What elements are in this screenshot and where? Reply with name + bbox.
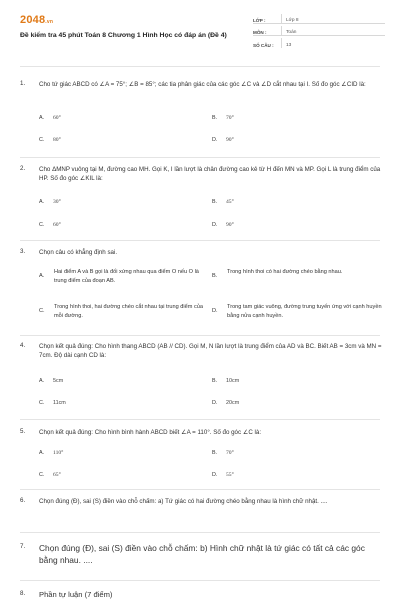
divider [20, 335, 380, 336]
option-b[interactable]: B. 70° [212, 115, 234, 121]
option-d[interactable]: D. 90° [212, 137, 234, 143]
option-a[interactable]: A. Hai điểm A và B gọi là đối xứng nhau qua điểm O nếu O là trung điểm của đoạn AB. [39, 269, 199, 284]
option-d[interactable]: D. Trong tam giác vuông, đường trung tuyến ứng với cạnh huyền bằng nửa cạnh huyền. [212, 304, 382, 319]
option-a[interactable]: A. 30° [39, 199, 61, 205]
divider [20, 66, 380, 67]
option-c[interactable]: C. 80° [39, 137, 61, 143]
question-number: 4. [20, 342, 26, 349]
divider [20, 157, 380, 158]
option-d[interactable]: D. 90° [212, 222, 234, 228]
question-text: Chọn kết quả đúng: Cho hình bình hành ABCD biết ∠A = 110°. Số đo góc ∠C là: [39, 429, 262, 436]
question-number: 7. [20, 543, 26, 550]
option-c[interactable]: C. 65° [39, 472, 61, 478]
page-title: Đề kiểm tra 45 phút Toán 8 Chương 1 Hình Học có đáp án (Đề 4) [20, 32, 227, 39]
question-5 [20, 428, 382, 488]
page-header [20, 14, 385, 56]
meta-row-class [253, 14, 385, 24]
option-c[interactable]: C. Trong hình thoi, hai đường chéo cắt nhau tại trung điểm của mỗi đường. [39, 304, 204, 319]
question-number: 3. [20, 248, 26, 255]
option-b[interactable]: B. Trong hình thoi có hai đường chéo bằng nhau. [212, 269, 343, 279]
meta-value: Toán [281, 26, 385, 35]
option-a[interactable]: A. 110° [39, 450, 64, 456]
question-4 [20, 342, 382, 417]
option-b[interactable]: B. 10cm [212, 378, 240, 384]
option-c[interactable]: C. 11cm [39, 400, 66, 406]
meta-key: MÔN : [253, 30, 267, 35]
option-a[interactable]: A. 60° [39, 115, 61, 121]
question-1 [20, 80, 382, 155]
exam-meta-table [253, 14, 385, 50]
option-c[interactable]: C. 60° [39, 222, 61, 228]
option-b[interactable]: B. 70° [212, 450, 234, 456]
meta-row-subject [253, 26, 385, 36]
question-number: 2. [20, 165, 26, 172]
option-d[interactable]: D. 55° [212, 472, 234, 478]
question-2 [20, 165, 382, 240]
question-text: Chọn câu có khẳng định sai. [39, 249, 118, 256]
question-number: 6. [20, 497, 26, 504]
divider [20, 532, 380, 533]
question-text: Cho tứ giác ABCD có ∠A = 75°; ∠B = 85°; các tia phân giác của các góc ∠C và ∠D cắt nhau tại I. Số đo góc ∠CID là: [39, 81, 366, 88]
question-text: Chọn kết quả đúng: Cho hình thang ABCD (AB // CD). Gọi M, N lần lượt là trung điểm của AD và BC. Biết AB = 3cm và MN = 7cm. Độ dài cạnh CD là: [39, 343, 382, 359]
question-number: 8. [20, 590, 26, 597]
option-a[interactable]: A. 5cm [39, 378, 64, 384]
option-d[interactable]: D. 20cm [212, 400, 240, 406]
meta-key: LỚP : [253, 18, 266, 23]
question-7 [20, 543, 382, 569]
question-text: Cho ΔMNP vuông tại M, đường cao MH. Gọi K, I lần lượt là chân đường cao kẻ từ H đến MN và MP. Gọi L là trung điểm của HP. Số đo góc ∠KIL là: [39, 166, 381, 182]
question-text: Chọn đúng (Đ), sai (S) điền vào chỗ chấm: b) Hình chữ nhật là tứ giác có tất cả các góc bằng nhau. .... [39, 543, 365, 565]
divider [20, 419, 380, 420]
option-b[interactable]: B. 45° [212, 199, 234, 205]
question-6 [20, 497, 382, 521]
divider [20, 489, 380, 490]
question-number: 1. [20, 80, 26, 87]
meta-value: Lớp 8 [281, 14, 385, 23]
question-text: Phần tự luận (7 điểm) [39, 590, 113, 599]
question-number: 5. [20, 428, 26, 435]
question-3 [20, 248, 382, 333]
meta-row-count [253, 38, 385, 48]
site-logo[interactable]: 2048.vn [20, 14, 54, 26]
question-8 [20, 590, 382, 600]
divider [20, 580, 380, 581]
meta-key: SỐ CÂU : [253, 43, 274, 48]
divider [20, 240, 380, 241]
question-text: Chọn đúng (Đ), sai (S) điền vào chỗ chấm: a) Tứ giác có hai đường chéo bằng nhau là hình chữ nhật. .... [39, 498, 328, 505]
meta-value: 13 [281, 38, 385, 48]
